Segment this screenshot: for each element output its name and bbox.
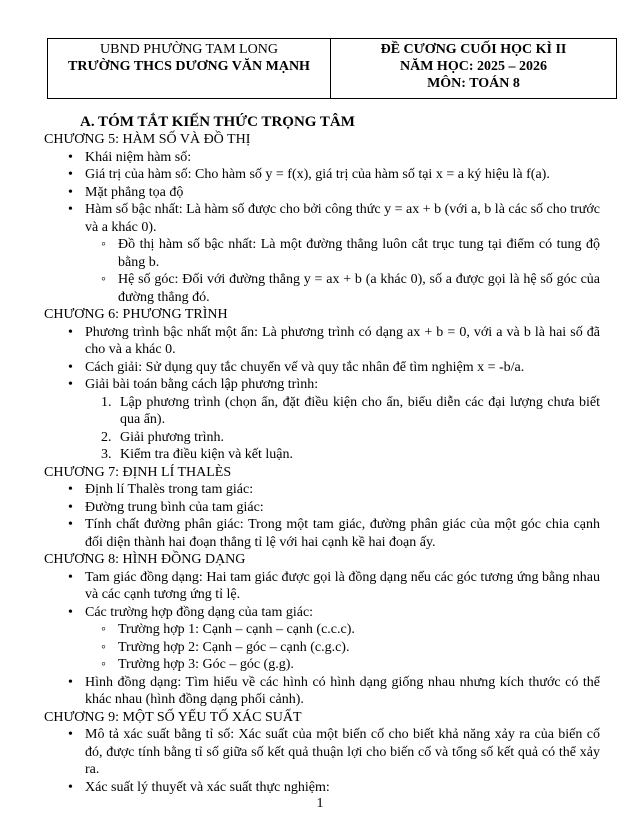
document-header-table [47, 38, 617, 99]
list-item [44, 201, 600, 236]
bullet-icon: • [68, 499, 73, 515]
number-label: 2. [101, 429, 112, 445]
list-item [44, 324, 600, 359]
document-title: ĐỀ CƯƠNG CUỐI HỌC KÌ II [380, 42, 567, 57]
list-item [44, 621, 600, 639]
list-item-text: Hệ số góc: Đối với đường thẳng y = ax + b (a khác 0), số a được gọi là hệ số góc của đường thẳng đó. [118, 272, 600, 305]
header-right-cell [330, 39, 616, 98]
org-name: UBND PHƯỜNG TAM LONG [100, 42, 278, 57]
list-item [44, 166, 600, 184]
list-item [44, 394, 600, 429]
list-item-text: Giá trị của hàm số: Cho hàm số y = f(x), giá trị của hàm số tại x = a ký hiệu là f(a). [85, 167, 550, 182]
bullet-icon: • [68, 727, 73, 742]
list-item [44, 429, 600, 447]
list-item [44, 604, 600, 622]
list-item [44, 499, 600, 517]
list-item-text: Phương trình bậc nhất một ẩn: Là phương trình có dạng ax + b = 0, với a và b là hai số đã cho và a khác 0. [85, 324, 600, 357]
chapter-heading: CHƯƠNG 8: HÌNH ĐỒNG DẠNG [44, 552, 246, 567]
list-item-text: Định lí Thalès trong tam giác: [85, 482, 254, 497]
list-item-text: Giải bài toán bằng cách lập phương trình: [85, 377, 319, 392]
list-item [44, 481, 600, 499]
chapter-heading: CHƯƠNG 9: MỘT SỐ YẾU TỐ XÁC SUẤT [44, 709, 302, 725]
list-item-text: Giải phương trình. [120, 429, 225, 445]
chapter-heading: CHƯƠNG 6: PHƯƠNG TRÌNH [44, 307, 228, 322]
section-a-title: A. TÓM TẮT KIẾN THỨC TRỌNG TÂM [80, 114, 355, 130]
number-label: 1. [101, 394, 112, 410]
list-item-text: Tam giác đồng dạng: Hai tam giác được gọi là đồng dạng nếu các góc tương ứng bằng nhau và các cạnh tương ứng tỉ lệ. [85, 569, 600, 602]
bullet-icon: • [68, 779, 73, 795]
bullet-icon: ◦ [101, 237, 106, 252]
list-item-text: Trường hợp 3: Góc – góc (g.g). [118, 657, 294, 672]
list-item-text: Các trường hợp đồng dạng của tam giác: [85, 604, 314, 620]
list-item [44, 779, 600, 797]
list-item [44, 656, 600, 674]
list-item-text: Đường trung bình của tam giác: [85, 499, 264, 515]
list-item-text: Đồ thị hàm số bậc nhất: Là một đường thẳng luôn cắt trục tung tại điểm có tung độ bằng b. [118, 237, 600, 270]
list-item-text: Mặt phẳng tọa độ [85, 184, 184, 200]
number-label: 3. [101, 447, 112, 462]
bullet-icon: • [68, 324, 73, 340]
page-number: 1 [316, 796, 324, 811]
bullet-icon: • [68, 604, 73, 620]
content [44, 131, 600, 796]
bullet-icon: • [68, 674, 73, 690]
list-item-text: Lập phương trình (chọn ẩn, đặt điều kiện cho ẩn, biểu diễn các đại lượng chưa biết qua ẩn). [120, 394, 600, 427]
school-name: TRƯỜNG THCS DƯƠNG VĂN MẠNH [68, 59, 310, 74]
bullet-icon: ◦ [101, 272, 106, 287]
list-item-text: Xác suất lý thuyết và xác suất thực nghiệm: [85, 779, 330, 795]
bullet-icon: • [68, 517, 73, 532]
list-item-text: Kiểm tra điều kiện và kết luận. [120, 447, 293, 462]
list-item [44, 271, 600, 306]
bullet-icon: • [68, 359, 73, 375]
list-item [44, 184, 600, 202]
list-item [44, 236, 600, 271]
list-item-text: Hình đồng dạng: Tìm hiểu về các hình có hình dạng giống nhau nhưng kích thước có thể khác nhau (hình đồng dạng phối cảnh). [85, 674, 600, 707]
list-item-text: Mô tả xác suất bằng tỉ số: Xác suất của một biến cố cho biết khả năng xảy ra của biến cố đó, được tính bằng tỉ số giữa số kết quả thuận lợi cho biến cố và tổng số kết quả có thể xảy ra. [85, 727, 600, 777]
list-item [44, 674, 600, 709]
bullet-icon: ◦ [101, 639, 106, 655]
list-item-text: Tính chất đường phân giác: Trong một tam giác, đường phân giác của một góc chia cạnh đối diện thành hai đoạn thẳng tỉ lệ với hai cạnh kề hai đoạn ấy. [85, 517, 600, 550]
bullet-icon: • [68, 569, 73, 585]
list-item-text: Hàm số bậc nhất: Là hàm số được cho bởi công thức y = ax + b (với a, b là các số cho trước và a khác 0). [85, 202, 600, 235]
list-item [44, 376, 600, 394]
school-year: NĂM HỌC: 2025 – 2026 [400, 59, 547, 74]
subject-name: MÔN: TOÁN 8 [427, 76, 520, 91]
bullet-icon: • [68, 377, 73, 392]
header-left-cell [48, 39, 330, 98]
bullet-icon: • [68, 202, 73, 217]
bullet-icon: ◦ [101, 622, 106, 637]
bullet-icon: • [68, 184, 73, 200]
list-item-text: Cách giải: Sử dụng quy tắc chuyển vế và quy tắc nhân để tìm nghiệm x = -b/a. [85, 359, 525, 375]
list-item [44, 516, 600, 551]
list-item [44, 569, 600, 604]
bullet-icon: • [68, 167, 73, 182]
bullet-icon: • [68, 482, 73, 497]
list-item [44, 639, 600, 657]
list-item-text: Khái niệm hàm số: [85, 149, 192, 165]
list-item [44, 149, 600, 167]
list-item [44, 446, 600, 464]
bullet-icon: ◦ [101, 657, 106, 672]
list-item-text: Trường hợp 1: Cạnh – cạnh – cạnh (c.c.c). [118, 622, 355, 637]
list-item-text: Trường hợp 2: Cạnh – góc – cạnh (c.g.c). [118, 639, 350, 655]
list-item [44, 726, 600, 779]
chapter-heading: CHƯƠNG 5: HÀM SỐ VÀ ĐỒ THỊ [44, 132, 251, 147]
chapter-heading: CHƯƠNG 7: ĐỊNH LÍ THALÈS [44, 464, 232, 480]
bullet-icon: • [68, 149, 73, 165]
list-item [44, 359, 600, 377]
